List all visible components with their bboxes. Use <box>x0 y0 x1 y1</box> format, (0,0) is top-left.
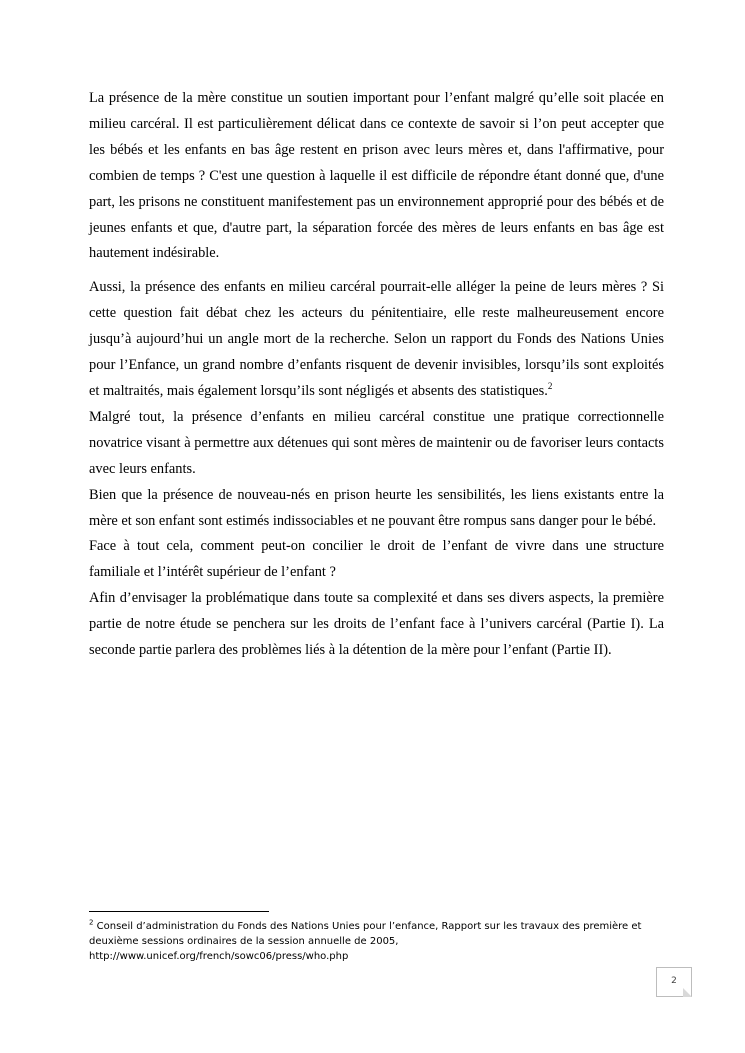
footnote-reference[interactable]: 2 <box>547 381 553 392</box>
paragraph-2 <box>89 275 664 405</box>
footnote-separator <box>89 911 269 912</box>
paragraph-2-text: Aussi, la présence des enfants en milieu carcéral pourrait-elle alléger la peine de leurs mères ? Si cette question fait débat chez les acteurs du pénitentiaire, elle reste malheureusement encore jusqu’à aujourd’hui un angle mort de la recherche. Selon un rapport du Fonds des Nations Unies pour l’Enfance, un grand nombre d’enfants risquent de devenir invisibles, lorsqu’ils sont exploités et maltraités, mais également lorsqu’ils sont négligés et absents des statistiques. <box>89 279 664 399</box>
page-number-box <box>656 967 692 997</box>
page-number: 2 <box>671 976 677 986</box>
paragraph-4: Bien que la présence de nouveau-nés en prison heurte les sensibilités, les liens existants entre la mère et son enfant sont estimés indissociables et ne pouvant être rompus sans danger pour le bébé. <box>89 486 664 529</box>
footnote <box>89 919 664 964</box>
paragraph-1: La présence de la mère constitue un soutien important pour l’enfant malgré qu’elle soit placée en milieu carcéral. Il est particulièrement délicat dans ce contexte de savoir si l’on peut accepter que les bébés et les enfants en bas âge restent en prison avec leurs mères et, dans l'affirmative, pour combien de temps ? C'est une question à laquelle il est difficile de répondre étant donné que, d'une part, les prisons ne constituent manifestement pas un environnement approprié pour des bébés et de jeunes enfants et que, d'autre part, la séparation forcée des mères de leurs enfants en bas âge est hautement indésirable. <box>89 90 664 262</box>
paragraph-5: Face à tout cela, comment peut-on concilier le droit de l’enfant de vivre dans une structure familiale et l’intérêt supérieur de l’enfant ? <box>89 538 664 581</box>
footnote-number: 2 <box>89 918 94 927</box>
footnote-url[interactable]: http://www.unicef.org/french/sowc06/press/who.php <box>89 951 349 962</box>
footnote-text: Conseil d’administration du Fonds des Nations Unies pour l’enfance, Rapport sur les travaux des première et deuxième sessions ordinaires de la session annuelle de 2005, <box>89 921 642 947</box>
paragraph-6: Afin d’envisager la problématique dans toute sa complexité et dans ses divers aspects, la première partie de notre étude se penchera sur les droits de l’enfant face à l’univers carcéral (Partie I). La seconde partie parlera des problèmes liés à la détention de la mère pour l’enfant (Partie II). <box>89 590 664 659</box>
paragraph-3: Malgré tout, la présence d’enfants en milieu carcéral constitue une pratique correctionnelle novatrice visant à permettre aux détenues qui sont mères de maintenir ou de favoriser leurs contacts avec leurs enfants. <box>89 408 664 477</box>
body-text <box>89 86 664 664</box>
footnote-text-line <box>89 919 664 949</box>
page-curl-icon <box>683 988 692 997</box>
